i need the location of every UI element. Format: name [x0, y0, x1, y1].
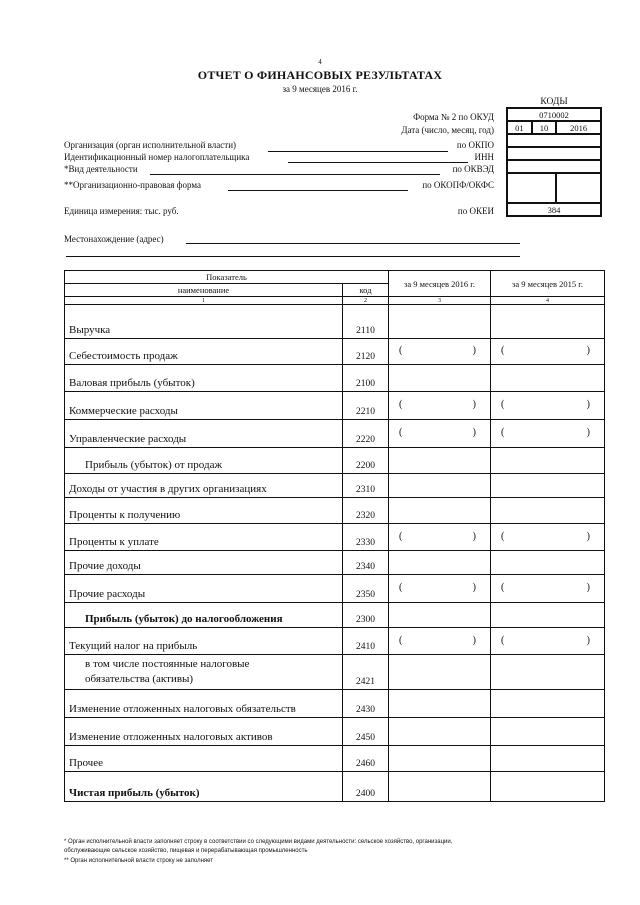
- table-row: [65, 690, 605, 718]
- paren-open: (: [501, 427, 505, 438]
- report-period: за 9 месяцев 2016 г.: [282, 84, 358, 94]
- row-code: 2300: [343, 603, 389, 628]
- row-code: 2310: [343, 474, 389, 498]
- row-name: Прибыль (убыток) до налогообложения: [65, 603, 343, 628]
- row-code: 2410: [343, 628, 389, 655]
- table-row: [65, 420, 605, 448]
- row-code: 2460: [343, 746, 389, 772]
- row-name: Чистая прибыль (убыток): [65, 772, 343, 802]
- date-month[interactable]: 10: [532, 121, 557, 134]
- row-name-line2: обязательства (активы): [85, 673, 194, 685]
- org-field[interactable]: [268, 151, 448, 152]
- page-title: ОТЧЕТ О ФИНАНСОВЫХ РЕЗУЛЬТАТАХ: [197, 68, 443, 82]
- row-code: 2350: [343, 575, 389, 603]
- row-code: 2430: [343, 690, 389, 718]
- okved-label: по ОКВЭД: [452, 164, 494, 174]
- table-row: [65, 365, 605, 392]
- paren-open: (: [399, 634, 403, 646]
- value-2015[interactable]: [491, 655, 605, 690]
- okopf-code[interactable]: [507, 173, 556, 203]
- paren-close: ): [586, 427, 590, 438]
- paren-close: ): [472, 530, 476, 542]
- value-2016[interactable]: [389, 392, 491, 420]
- row-code: 2220: [343, 420, 389, 448]
- codes-box: [506, 96, 602, 217]
- value-2016[interactable]: [389, 474, 491, 498]
- indicator-header: Показатель: [65, 271, 389, 284]
- paren-open: (: [399, 399, 403, 410]
- value-2015[interactable]: [491, 365, 605, 392]
- table-row: [65, 603, 605, 628]
- row-name: [65, 655, 343, 690]
- value-2015[interactable]: [491, 498, 605, 524]
- row-name: Прочие расходы: [65, 575, 343, 603]
- footnote-1: [64, 838, 574, 856]
- row-name: Текущий налог на прибыль: [65, 628, 343, 655]
- col-number-3: 3: [389, 297, 491, 305]
- value-2016[interactable]: [389, 655, 491, 690]
- date-year[interactable]: 2016: [556, 121, 601, 134]
- paren-close: ): [472, 345, 476, 356]
- address-field[interactable]: [186, 243, 520, 244]
- value-2016[interactable]: [389, 305, 491, 339]
- date-label: Дата (число, месяц, год): [401, 125, 494, 135]
- paren-close: ): [586, 530, 590, 542]
- row-code: 2320: [343, 498, 389, 524]
- col-number-2: 2: [343, 297, 389, 305]
- value-2015[interactable]: [491, 551, 605, 575]
- value-2016[interactable]: [389, 603, 491, 628]
- value-2016[interactable]: [389, 420, 491, 448]
- paren-close: ): [472, 427, 476, 438]
- table-row: [65, 575, 605, 603]
- row-name: Изменение отложенных налоговых активов: [65, 718, 343, 746]
- form-label: Форма № 2 по ОКУД: [413, 112, 494, 122]
- okud-code[interactable]: 0710002: [507, 108, 601, 121]
- paren-close: ): [586, 582, 590, 593]
- unit-label: Единица измерения: тыс. руб.: [64, 206, 179, 216]
- financial-results-table: [64, 270, 605, 802]
- page-number: 4: [318, 58, 322, 66]
- activity-label: *Вид деятельности: [64, 164, 138, 174]
- row-name: Проценты к получению: [65, 498, 343, 524]
- value-2016[interactable]: [389, 628, 491, 655]
- paren-close: ): [472, 399, 476, 410]
- table-row: [65, 474, 605, 498]
- row-name: Выручка: [65, 305, 343, 339]
- table-row: [65, 746, 605, 772]
- code-header: код: [343, 284, 389, 297]
- col2-header: за 9 месяцев 2015 г.: [491, 271, 605, 297]
- paren-close: ): [586, 634, 590, 646]
- value-2015[interactable]: [491, 448, 605, 474]
- footnote-1-line2: обслуживающие сельское хозяйство, пищевая и перерабатывающая промышленность: [64, 848, 308, 854]
- okfs-code[interactable]: [556, 173, 601, 203]
- row-code: 2110: [343, 305, 389, 339]
- paren-open: (: [501, 634, 505, 646]
- paren-close: ): [472, 634, 476, 646]
- paren-open: (: [501, 530, 505, 542]
- value-2016[interactable]: [389, 772, 491, 802]
- inn-field[interactable]: [288, 162, 468, 163]
- paren-open: (: [399, 582, 403, 593]
- value-2016[interactable]: [389, 339, 491, 365]
- okopf-label: по ОКОПФ/ОКФС: [422, 180, 494, 190]
- row-code: 2210: [343, 392, 389, 420]
- value-2015[interactable]: [491, 575, 605, 603]
- row-code: 2340: [343, 551, 389, 575]
- row-code: 2200: [343, 448, 389, 474]
- legal-form-label: **Организационно-правовая форма: [64, 180, 201, 190]
- org-label: Организация (орган исполнительной власти): [64, 140, 237, 150]
- value-2015[interactable]: [491, 628, 605, 655]
- value-2015[interactable]: [491, 746, 605, 772]
- paren-open: (: [399, 427, 403, 438]
- table-row: [65, 524, 605, 551]
- row-name: Коммерческие расходы: [65, 392, 343, 420]
- row-code: 2421: [343, 655, 389, 690]
- value-2016[interactable]: [389, 690, 491, 718]
- table-row: [65, 448, 605, 474]
- col1-header: за 9 месяцев 2016 г.: [389, 271, 491, 297]
- value-2015[interactable]: [491, 339, 605, 365]
- row-code: 2450: [343, 718, 389, 746]
- row-code: 2100: [343, 365, 389, 392]
- row-name: Прочее: [65, 746, 343, 772]
- table-row: [65, 498, 605, 524]
- value-2015[interactable]: [491, 718, 605, 746]
- row-name: Прибыль (убыток) от продаж: [65, 448, 343, 474]
- value-2015[interactable]: [491, 690, 605, 718]
- table-row: [65, 655, 605, 690]
- row-name: Управленческие расходы: [65, 420, 343, 448]
- okei-label: по ОКЕИ: [457, 206, 494, 216]
- okei-code[interactable]: 384: [507, 203, 601, 216]
- value-2015[interactable]: [491, 392, 605, 420]
- paren-open: (: [399, 530, 403, 542]
- value-2015[interactable]: [491, 420, 605, 448]
- row-code: 2400: [343, 772, 389, 802]
- value-2016[interactable]: [389, 365, 491, 392]
- okpo-code[interactable]: [507, 134, 601, 147]
- value-2015[interactable]: [491, 524, 605, 551]
- legal-form-field[interactable]: [228, 190, 408, 191]
- inn-label-left: Идентификационный номер налогоплательщика: [64, 152, 250, 162]
- address-field-line2[interactable]: [66, 256, 520, 257]
- table-row: [65, 551, 605, 575]
- value-2016[interactable]: [389, 718, 491, 746]
- inn-code[interactable]: [507, 147, 601, 160]
- value-2016[interactable]: [389, 448, 491, 474]
- paren-open: (: [501, 582, 505, 593]
- value-2016[interactable]: [389, 498, 491, 524]
- codes-title: КОДЫ: [507, 96, 601, 108]
- paren-close: ): [472, 582, 476, 593]
- name-header: наименование: [65, 284, 343, 297]
- row-name: Проценты к уплате: [65, 524, 343, 551]
- row-name: Доходы от участия в других организациях: [65, 474, 343, 498]
- value-2015[interactable]: [491, 305, 605, 339]
- col-number-4: 4: [491, 297, 605, 305]
- table-row: [65, 305, 605, 339]
- paren-open: (: [501, 345, 505, 356]
- inn-label: ИНН: [474, 152, 494, 162]
- footnote-2: ** Орган исполнительной власти строку не заполняет: [64, 858, 214, 864]
- row-code: 2120: [343, 339, 389, 365]
- row-name: Себестоимость продаж: [65, 339, 343, 365]
- activity-field[interactable]: [150, 174, 440, 175]
- paren-close: ): [586, 345, 590, 356]
- paren-open: (: [501, 399, 505, 410]
- col-number-1: 1: [65, 297, 343, 305]
- table-row: [65, 718, 605, 746]
- row-name: Валовая прибыль (убыток): [65, 365, 343, 392]
- value-2016[interactable]: [389, 551, 491, 575]
- value-2015[interactable]: [491, 772, 605, 802]
- paren-open: (: [399, 345, 403, 356]
- value-2015[interactable]: [491, 474, 605, 498]
- table-row: [65, 772, 605, 802]
- date-day[interactable]: 01: [507, 121, 532, 134]
- value-2016[interactable]: [389, 575, 491, 603]
- okved-code[interactable]: [507, 160, 601, 173]
- okpo-label: по ОКПО: [456, 140, 494, 150]
- table-row: [65, 628, 605, 655]
- table-row: [65, 339, 605, 365]
- value-2016[interactable]: [389, 524, 491, 551]
- table-row: [65, 392, 605, 420]
- row-name-line1: в том числе постоянные налоговые: [85, 658, 250, 670]
- row-code: 2330: [343, 524, 389, 551]
- paren-close: ): [586, 399, 590, 410]
- value-2016[interactable]: [389, 746, 491, 772]
- row-name: Изменение отложенных налоговых обязательств: [65, 690, 343, 718]
- row-name: Прочие доходы: [65, 551, 343, 575]
- address-label: Местонахождение (адрес): [64, 234, 164, 244]
- footnote-1-line1: * Орган исполнительной власти заполняет строку в соответствии со следующими видами деятельности: сельское хозяйство, организации,: [64, 839, 453, 845]
- value-2015[interactable]: [491, 603, 605, 628]
